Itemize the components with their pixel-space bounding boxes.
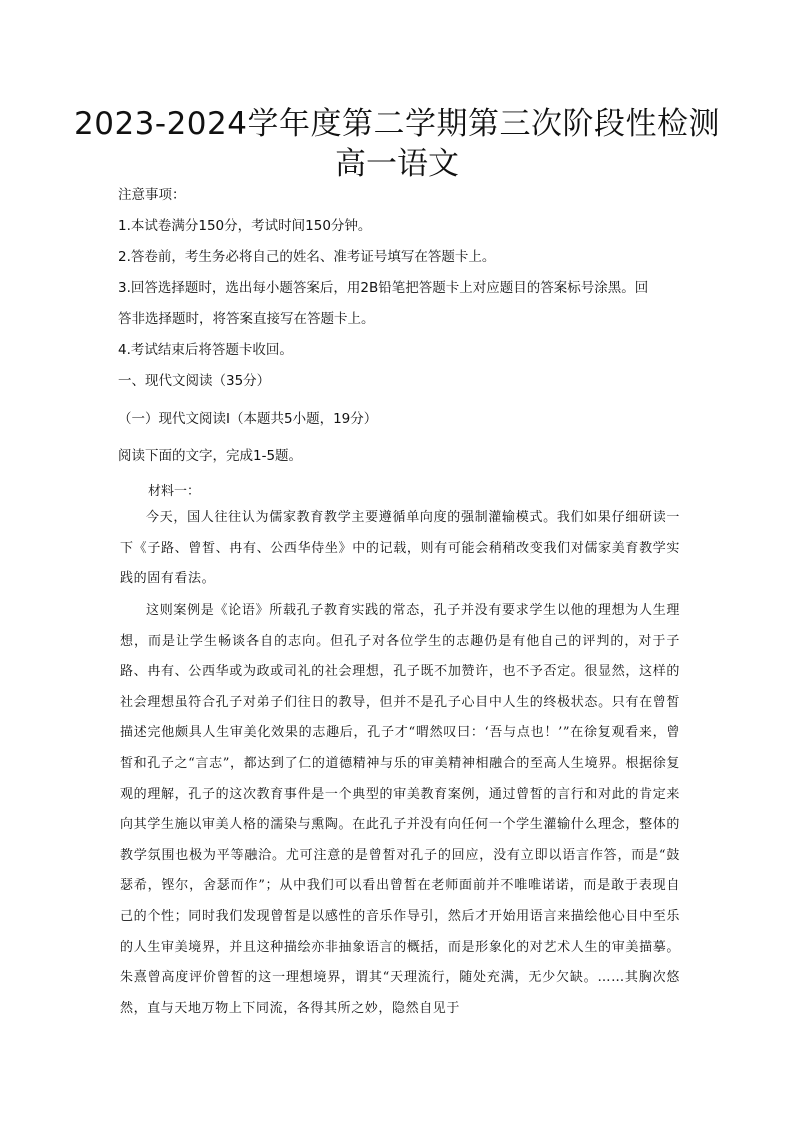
- reading-instruction: 阅读下面的文字，完成1-5题。: [118, 448, 303, 464]
- notice-item-4: 4.考试结束后将答题卡收回。: [118, 342, 293, 358]
- section-heading: 一、现代文阅读（35分）: [118, 373, 271, 389]
- subsection-heading: （一）现代文阅读Ⅰ（本题共5小题，19分）: [118, 411, 378, 427]
- material-label: 材料一：: [148, 484, 201, 499]
- notice-item-3-line-1: 3.回答选择题时，选出每小题答案后，用2B铅笔把答题卡上对应题目的答案标号涂黑。回: [118, 280, 649, 296]
- exam-subject-title: 高一语文: [335, 146, 459, 182]
- notice-item-1: 1.本试卷满分150分，考试时间150分钟。: [118, 218, 372, 234]
- notice-item-3-line-2: 答非选择题时，将答案直接写在答题卡上。: [118, 311, 375, 327]
- notice-item-2: 2.答卷前，考生务必将自己的姓名、准考证号填写在答题卡上。: [118, 249, 496, 265]
- notice-heading: 注意事项：: [118, 187, 186, 203]
- passage-paragraph-2: 这则案例是《论语》所载孔子教育实践的常态，孔子并没有要求学生以他的理想为人生理想，而是让学生畅谈各自的志向。但孔子对各位学生的志趣仍是有他自己的评判的，对于子路、冉有、公西华或为政或司礼的社会理想，孔子既不加赞许，也不予否定。很显然，这样的社会理想虽符合孔子对弟子们往日的教导，但并不是孔子心目中人生的终极状态。只有在曾皙描述完他颇具人生审美化效果的志趣后，孔子才“喟然叹曰：‘吾与点也！’”在徐复观看来，曾皙和孔子之“言志”，都达到了仁的道德精神与乐的审美精神相融合的至高人生境界。根据徐复观的理解，孔子的这次教育事件是一个典型的审美教育案例，通过曾皙的言行和对此的肯定来向其学生施以审美人格的濡染与熏陶。在此孔子并没有向任何一个学生灌输什么理念，整体的教学氛围也极为平等融洽。尤可注意的是曾皙对孔子的回应，没有立即以语言作答，而是“鼓瑟希，铿尔，舍瑟而作”；从中我们可以看出曾皙在老师面前并不唯唯诺诺，而是敢于表现自己的个性；同时我们发现曾皙是以感性的音乐作导引，然后才开始用语言来描绘他心目中至乐的人生审美境界，并且这种描绘亦非抽象语言的概括，而是形象化的对艺术人生的审美描摹。朱熹曾高度评价曾皙的这一理想境界，谓其“天理流行，随处充满，无少欠缺。……其胸次悠然，直与天地万物上下同流，各得其所之妙，隐然自见于: [120, 603, 680, 1016]
- passage-paragraph-1: 今天，国人往往认为儒家教育教学主要遵循单向度的强制灌输模式。我们如果仔细研读一下《子路、曾皙、冉有、公西华侍坐》中的记载，则有可能会稍稍改变我们对儒家美育教学实践的固有看法。: [120, 510, 680, 587]
- exam-title: 2023-2024学年度第二学期第三次阶段性检测: [74, 106, 720, 142]
